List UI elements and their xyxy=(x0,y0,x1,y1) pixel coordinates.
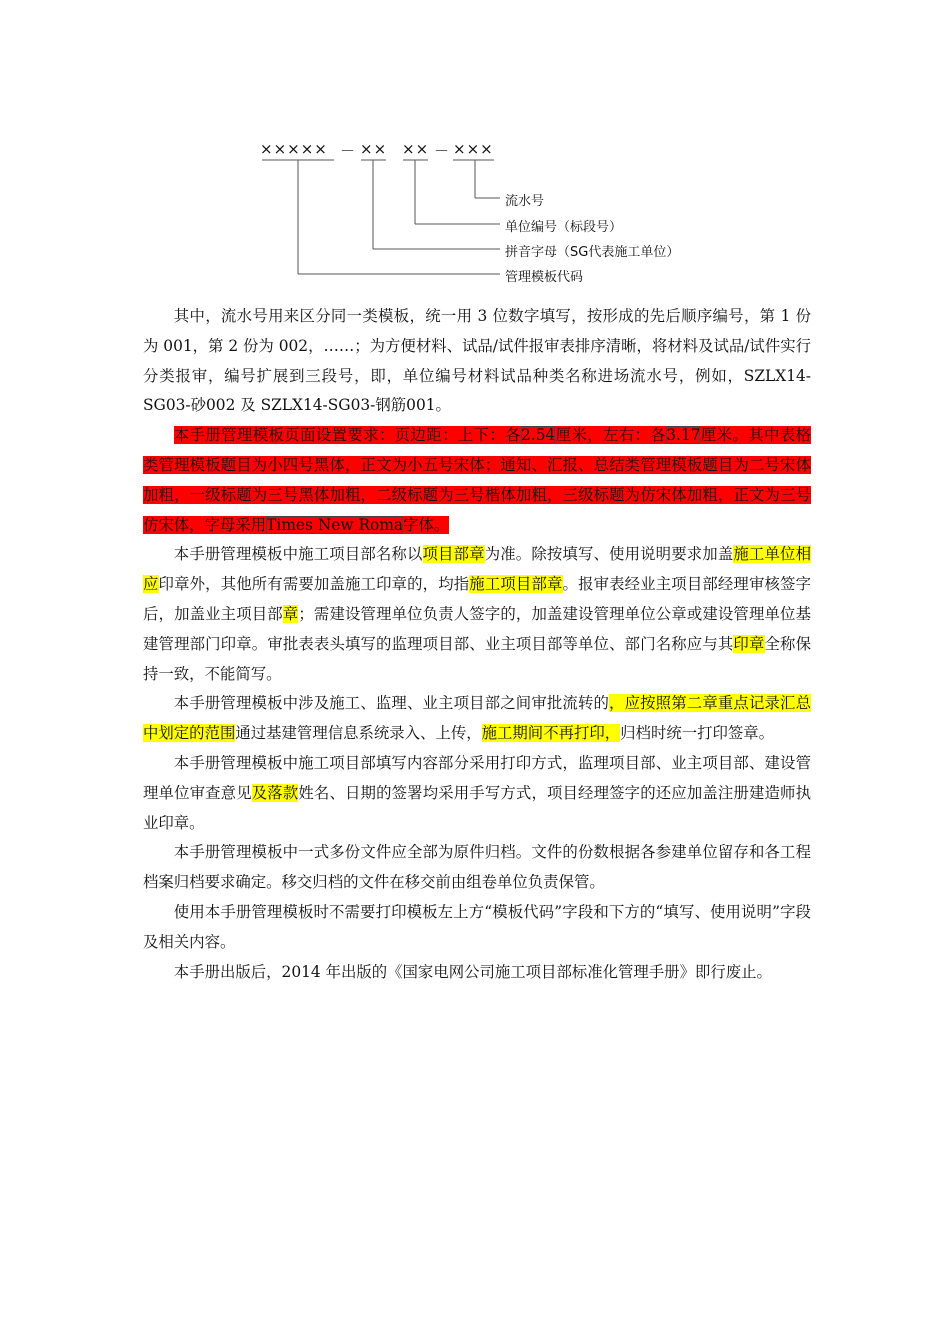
paragraph-archiving: 本手册管理模板中一式多份文件应全部为原件归档。文件的份数根据各参建单位留存和各工程档案归档要求确定。移交归档的文件在移交前由组卷单位负责保管。 xyxy=(143,843,811,892)
paragraph-supersede: 本手册出版后，2014 年出版的《国家电网公司施工项目部标准化管理手册》即行废止。 xyxy=(173,962,772,981)
label-pinyin: 拼音字母（SG代表施工单位） xyxy=(505,245,680,260)
paragraph-printing: 使用本手册管理模板时不需要打印模板左上方“模板代码”字段和下方的“填写、使用说明”字段及相关内容。 xyxy=(143,902,811,951)
label-template-code: 管理模板代码 xyxy=(505,270,584,285)
label-serial-number: 流水号 xyxy=(505,194,545,209)
body-text xyxy=(143,302,811,987)
pinyin-placeholder: ×× xyxy=(360,140,388,158)
paragraph-page-setup: 本手册管理模板页面设置要求：页边距：上下：各2.54厘米，左右：各3.17厘米。其中表格类管理模板题目为小四号黑体，正文为小五号宋体；通知、汇报、总结类管理模板题目为二号宋体加粗，一级标题为三号黑体加粗，二级标题为三号楷体加粗，三级标题为仿宋体加粗，正文为三号仿宋体，字母采用Times New Roma字体。 xyxy=(143,426,811,534)
paragraph-approval-flow: 本手册管理模板中涉及施工、监理、业主项目部之间审批流转的，应按照第二章重点记录汇总中划定的范围通过基建管理信息系统录入、上传，施工期间不再打印，归档时统一打印签章。 xyxy=(143,694,811,743)
code-separator: － xyxy=(434,142,451,160)
code-separator: － xyxy=(340,142,357,160)
serial-placeholder: ××× xyxy=(453,140,494,158)
paragraph-seals: 本手册管理模板中施工项目部名称以项目部章为准。除按填写、使用说明要求加盖施工单位相应印章外，其他所有需要加盖施工印章的，均指施工项目部章。报审表经业主项目部经理审核签字后，加盖业主项目部章；需建设管理单位负责人签字的，加盖建设管理单位公章或建设管理单位基建管理部门印章。审批表表头填写的监理项目部、业主项目部等单位、部门名称应与其印章全称保持一致，不能简写。 xyxy=(143,545,811,683)
paragraph-signing: 本手册管理模板中施工项目部填写内容部分采用打印方式，监理项目部、业主项目部、建设管理单位审查意见及落款姓名、日期的签署均采用手写方式，项目经理签字的还应加盖注册建造师执业印章。 xyxy=(143,753,811,832)
paragraph-numbering: 其中，流水号用来区分同一类模板，统一用 3 位数字填写，按形成的先后顺序编号，第 1 份为 001，第 2 份为 002，……；为方便材料、试品/试件报审表排序清晰，将材料及试品/试件实行分类报审，编号扩展到三段号，即，单位编号材料试品种类名称进场流水号，例如，SZLX14-SG03-砂002 及 SZLX14-SG03-钢筋001。 xyxy=(143,307,811,415)
template-code-placeholder: ××××× xyxy=(260,140,328,158)
label-unit-number: 单位编号（标段号） xyxy=(505,220,623,235)
diagram-connector-lines xyxy=(250,135,710,295)
code-format-diagram xyxy=(250,135,710,295)
unit-number-placeholder: ×× xyxy=(402,140,430,158)
